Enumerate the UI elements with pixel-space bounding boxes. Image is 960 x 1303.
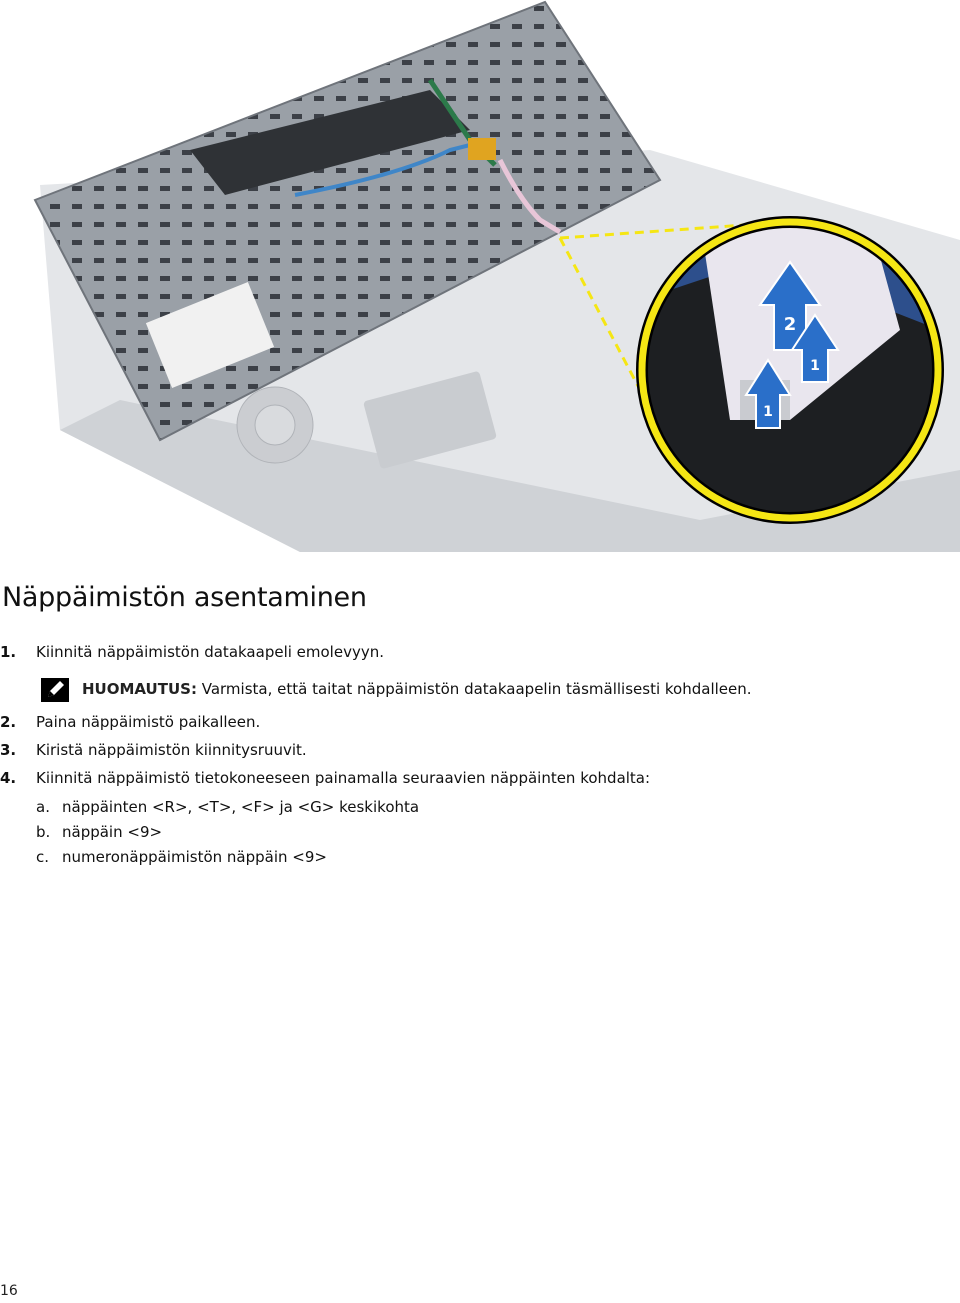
section-heading: Näppäimistön asentaminen [2,582,367,613]
page-number: 16 [0,1283,18,1299]
note-text: Varmista, että taitat näppäimistön datakaapelin täsmällisesti kohdalleen. [196,680,752,698]
step-number: 3. [0,741,17,759]
substep-b [36,822,162,842]
step-number: 4. [0,769,17,787]
substep-letter: a. [36,798,50,816]
substep-text: näppäin <9> [62,823,163,841]
pencil-note-icon [40,677,70,703]
step-1 [0,642,384,662]
step-text: Kiinnitä näppäimistö tietokoneeseen painamalla seuraavien näppäinten kohdalta: [36,769,651,787]
substep-letter: c. [36,848,50,866]
substep-c [36,847,327,867]
step-4 [0,768,650,788]
step-3 [0,740,307,760]
substep-text: numeronäppäimistön näppäin <9> [62,848,327,866]
step-text: Paina näppäimistö paikalleen. [36,713,261,731]
note-label: HUOMAUTUS: [82,680,197,698]
step-2 [0,712,260,732]
keyboard-installation-figure [0,0,960,552]
callout-label-1b: 1 [810,358,820,374]
callout-label-1a: 1 [763,404,773,420]
step-number: 2. [0,713,17,731]
callout-label-2: 2 [783,314,797,335]
substep-a [36,797,419,817]
step-text: Kiristä näppäimistön kiinnitysruuvit. [36,741,307,759]
step-number: 1. [0,643,17,661]
substep-text: näppäinten <R>, <T>, <F> ja <G> keskikohta [62,798,420,816]
substep-letter: b. [36,823,51,841]
step-text: Kiinnitä näppäimistön datakaapeli emolevyyn. [36,643,384,661]
